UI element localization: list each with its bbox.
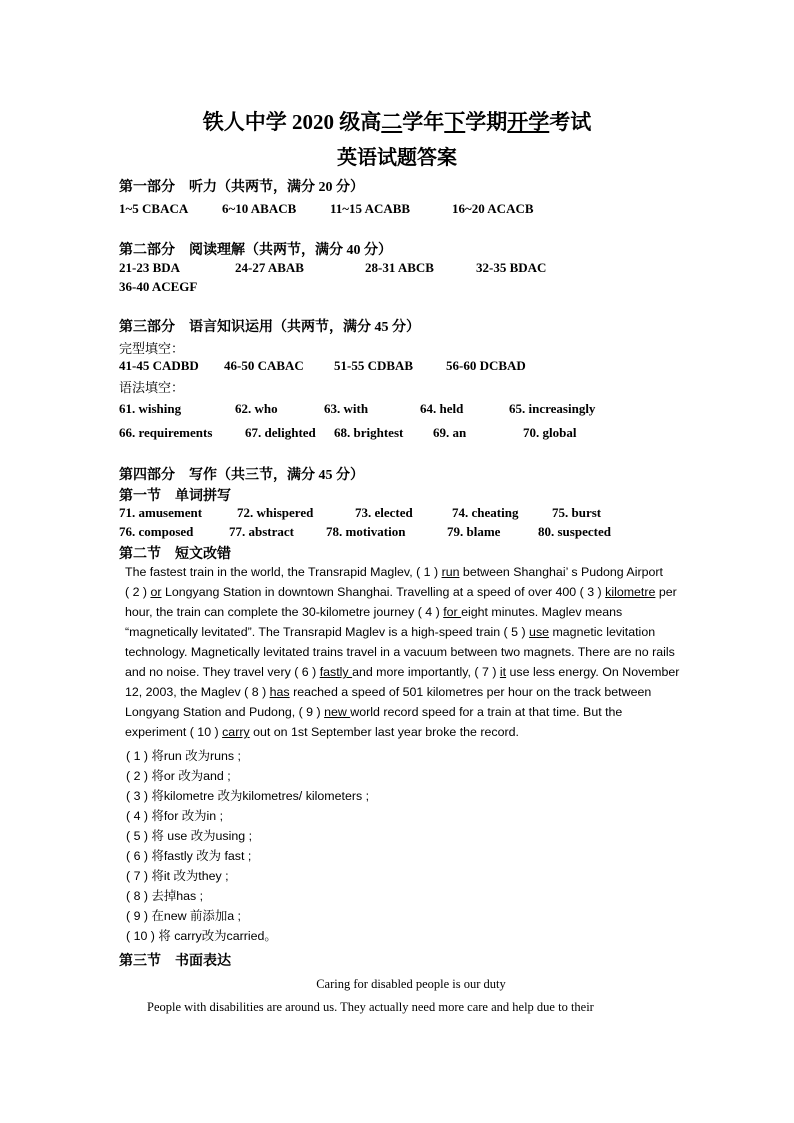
section2-heading: 第二节 短文改错 [119,547,231,562]
part1-answer: 6~10 ABACB [222,201,297,216]
title-underlined-start: 开学 [507,110,550,134]
correction-item: ( 1 ) 将run 改为runs ; [126,749,241,763]
spelling-answer: 76. composed [119,524,194,539]
part1-answer: 16~20 ACACB [452,201,534,216]
section3-heading: 第三节 书面表达 [119,954,231,969]
correction-item: ( 4 ) 将for 改为in ; [126,809,224,823]
cloze-answer: 46-50 CABAC [224,358,304,373]
title-underlined-grade: 二 [381,110,403,134]
part2-heading: 第二部分 阅读理解（共两节，满分 40 分） [119,243,392,258]
grammar-answer: 70. global [523,425,577,440]
passage-line [125,565,663,579]
section1-heading: 第一节 单词拼写 [119,489,231,504]
spelling-answer: 72. whispered [237,505,314,520]
marked-word: carry [222,725,250,739]
text: and more importantly, ( 7 ) [352,665,500,679]
part2-answer: 24-27 ABAB [235,260,304,275]
passage-line [125,665,679,679]
grammar-answer: 61. wishing [119,401,182,416]
text: reached a speed of 501 kilometres per hour on the track between [289,685,652,699]
grammar-label: 语法填空： [119,380,185,395]
marked-word: has [269,685,290,699]
passage-line [125,625,655,639]
marked-word: it [499,665,507,679]
grammar-answer: 65. increasingly [509,401,596,416]
marked-word: fastly [319,665,353,679]
marked-word: for [443,605,462,619]
grammar-answer: 62. who [235,401,278,416]
marked-word: use [529,625,550,639]
grammar-answer: 66. requirements [119,425,213,440]
grammar-answer: 64. held [420,401,464,416]
passage-line [125,685,651,699]
correction-item: ( 6 ) 将fastly 改为 fast ; [126,849,252,863]
title-underlined-term: 下 [444,110,466,134]
passage-line [125,585,677,599]
grammar-answer: 63. with [324,401,369,416]
text: Longyang Station in downtown Shanghai. Travelling at a speed of over 400 ( 3 ) [161,585,606,599]
text: per [655,585,677,599]
correction-item: ( 5 ) 将 use 改为using ; [126,829,253,843]
grammar-answer: 68. brightest [334,425,404,440]
part2-answer: 28-31 ABCB [365,260,434,275]
part4-heading: 第四部分 写作（共三节，满分 45 分） [119,468,364,483]
cloze-answer: 56-60 DCBAD [446,358,526,373]
part2-answer: 36-40 ACEGF [119,279,198,294]
spelling-answer: 73. elected [355,505,413,520]
correction-item: ( 9 ) 在new 前添加a ; [126,909,241,923]
correction-item: ( 2 ) 将or 改为and ; [126,769,231,783]
part3-heading: 第三部分 语言知识运用（共两节，满分 45 分） [119,320,420,335]
passage-line: technology. Magnetically levitated trains travel in a vacuum between two magnets. There are no rails [125,645,675,659]
spelling-answer: 77. abstract [229,524,294,539]
text: use less energy. On November [506,665,680,679]
correction-item: ( 8 ) 去掉has ; [126,889,204,903]
marked-word: or [150,585,162,599]
text: 12, 2003, the Maglev ( 8 ) [125,685,270,699]
essay-line: People with disabilities are around us. They actually need more care and help due to their [147,1000,594,1014]
essay-title: Caring for disabled people is our duty [316,977,506,991]
spelling-answer: 79. blame [447,524,501,539]
marked-word: new [324,705,351,719]
text: and no noise. They travel very ( 6 ) [125,665,320,679]
text: “magnetically levitated”. The Transrapid Maglev is a high-speed train ( 5 ) [125,625,530,639]
passage-line [125,605,622,619]
text: Longyang Station and Pudong, ( 9 ) [125,705,325,719]
part2-answer: 32-35 BDAC [476,260,547,275]
text: ( 2 ) [125,585,151,599]
text: hour, the train can complete the 30-kilometre journey ( 4 ) [125,605,444,619]
correction-item: ( 3 ) 将kilometre 改为kilometres/ kilometers ; [126,789,370,803]
grammar-answer: 67. delighted [245,425,316,440]
cloze-label: 完型填空： [119,341,185,356]
text: experiment ( 10 ) [125,725,223,739]
spelling-answer: 80. suspected [538,524,611,539]
grammar-answer: 69. an [433,425,467,440]
text: between Shanghai’ s Pudong Airport [459,565,663,579]
text: world record speed for a train at that time. But the [350,705,623,719]
cloze-answer: 51-55 CDBAB [334,358,414,373]
page-title: 铁人中学 2020 级高二学年下学期开学考试 [202,110,592,134]
part1-heading: 第一部分 听力（共两节，满分 20 分） [119,180,364,195]
correction-item: ( 10 ) 将 carry改为carried。 [126,929,277,943]
text: magnetic levitation [549,625,656,639]
spelling-answer: 78. motivation [326,524,406,539]
text: out on 1st September last year broke the record. [249,725,519,739]
passage-line [125,725,519,739]
correction-item: ( 7 ) 将it 改为they ; [126,869,229,883]
marked-word: kilometre [605,585,656,599]
marked-word: run [441,565,460,579]
text: The fastest train in the world, the Transrapid Maglev, ( 1 ) [125,565,442,579]
spelling-answer: 71. amusement [119,505,203,520]
text: eight minutes. Maglev means [461,605,623,619]
page-subtitle: 英语试题答案 [337,147,457,169]
passage-line [125,705,622,719]
part1-answer: 1~5 CBACA [119,201,189,216]
part2-answer: 21-23 BDA [119,260,181,275]
spelling-answer: 75. burst [552,505,602,520]
spelling-answer: 74. cheating [452,505,519,520]
part1-answer: 11~15 ACABB [330,201,411,216]
cloze-answer: 41-45 CADBD [119,358,199,373]
